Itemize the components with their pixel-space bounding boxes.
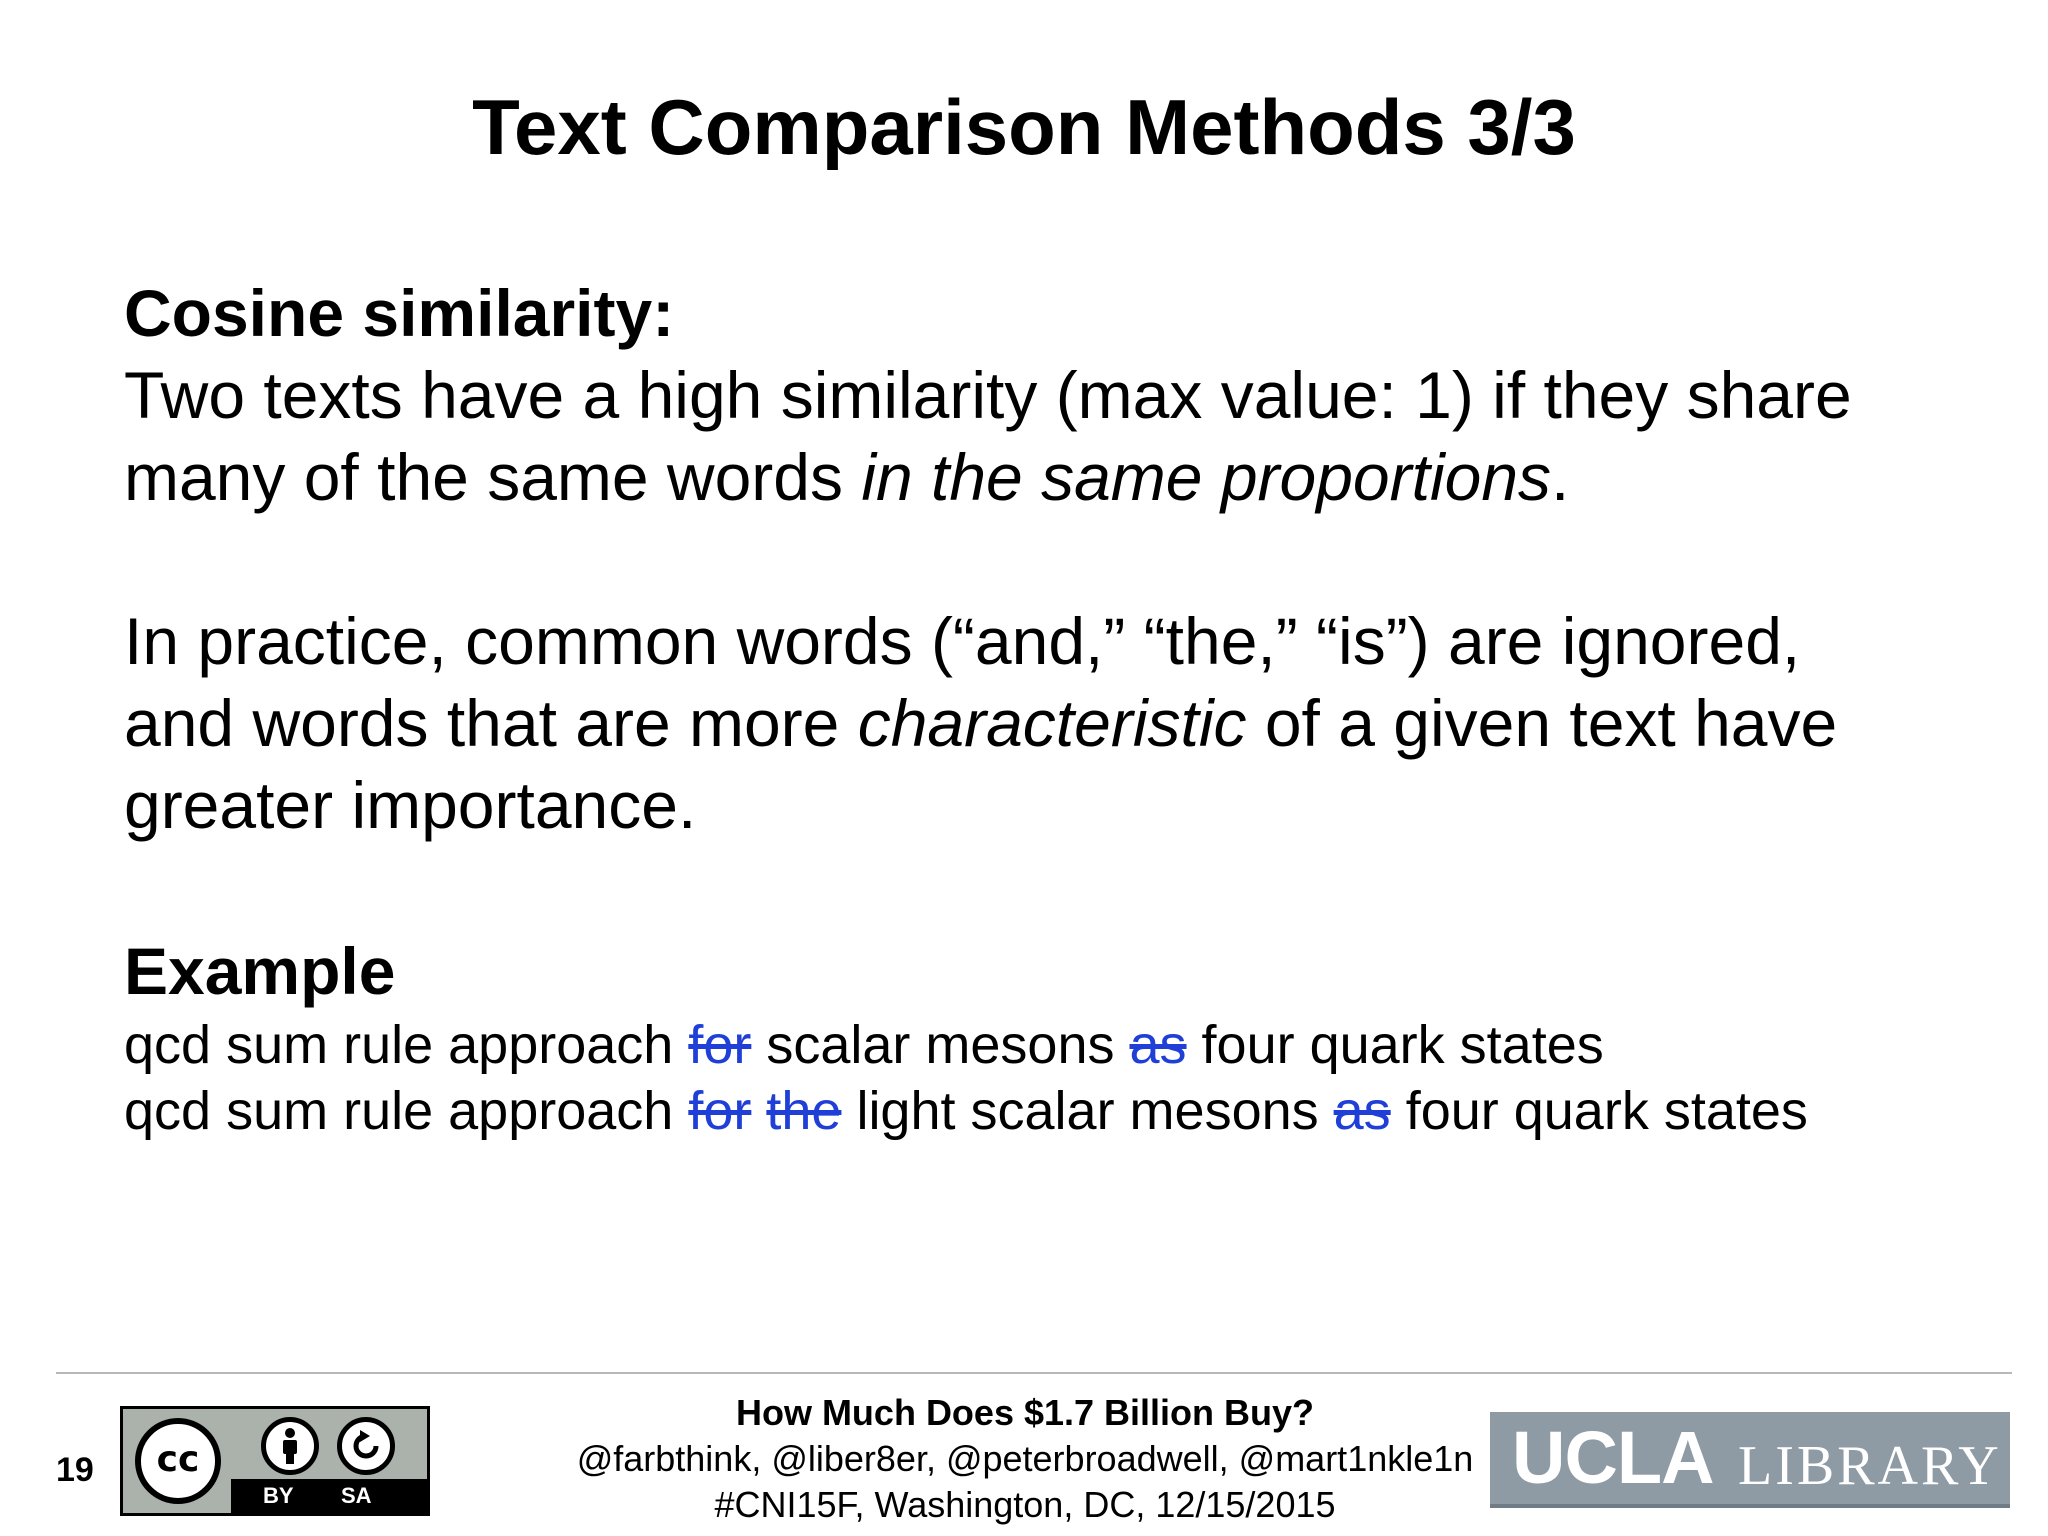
cosine-line-5: greater importance. [124,768,697,842]
cosine-section [124,272,2004,846]
struck-stopword: the [766,1081,842,1141]
example-heading: Example [124,934,396,1008]
slide-title: Text Comparison Methods 3/3 [472,83,1576,171]
cosine-line-2 [124,436,2004,518]
cosine-line-4-emphasis: characteristic [857,686,1247,760]
example-text-segment [751,1081,766,1141]
paragraph-gap [124,518,2004,600]
struck-stopword: for [688,1081,752,1141]
cosine-line-1: Two texts have a high similarity (max value: 1) if they share [124,358,1852,432]
footer-divider [56,1372,2012,1374]
example-text-segment: qcd sum rule approach [124,1081,689,1141]
example-line-1 [124,1012,1604,1078]
authors: @farbthink, @liber8er, @peterbroadwell, @mart1nkle1n [576,1438,1474,1479]
struck-stopword: as [1129,1015,1187,1075]
cosine-line-2-suffix: . [1551,440,1570,514]
logo-ucla-text: UCLA [1512,1416,1714,1499]
talk-title: How Much Does $1.7 Billion Buy? [735,1392,1315,1433]
event-info: #CNI15F, Washington, DC, 12/15/2015 [714,1484,1336,1525]
cosine-line-2-emphasis: in the same proportions [861,440,1552,514]
logo-library-text: LIBRARY [1738,1435,2002,1497]
cosine-line-3: In practice, common words (“and,” “the,” “is”) are ignored, [124,604,1801,678]
cosine-line-4-suffix: of a given text have [1246,686,1838,760]
cosine-line-2-prefix: many of the same words [124,440,862,514]
page-number: 19 [56,1451,94,1489]
struck-stopword: as [1333,1081,1391,1141]
example-text-segment: qcd sum rule approach [124,1015,689,1075]
cosine-line-4-prefix: and words that are more [124,686,858,760]
example-line-2 [124,1078,1808,1144]
share-alike-icon [337,1417,395,1475]
example-text-segment: four quark states [1390,1081,1808,1141]
cc-by-sa-badge[interactable] [120,1406,430,1516]
cosine-heading: Cosine similarity: [124,276,675,350]
by-label: BY [263,1483,294,1508]
license-strip [231,1479,427,1513]
example-text-segment: scalar mesons [751,1015,1130,1075]
cc-icon: cc [135,1418,221,1504]
cosine-line-4 [124,682,2004,764]
struck-stopword: for [688,1015,752,1075]
attribution-icon [261,1417,319,1475]
ucla-library-logo[interactable] [1490,1412,2010,1508]
example-text-segment: four quark states [1186,1015,1604,1075]
example-text-segment: light scalar mesons [841,1081,1334,1141]
sa-label: SA [341,1483,372,1508]
